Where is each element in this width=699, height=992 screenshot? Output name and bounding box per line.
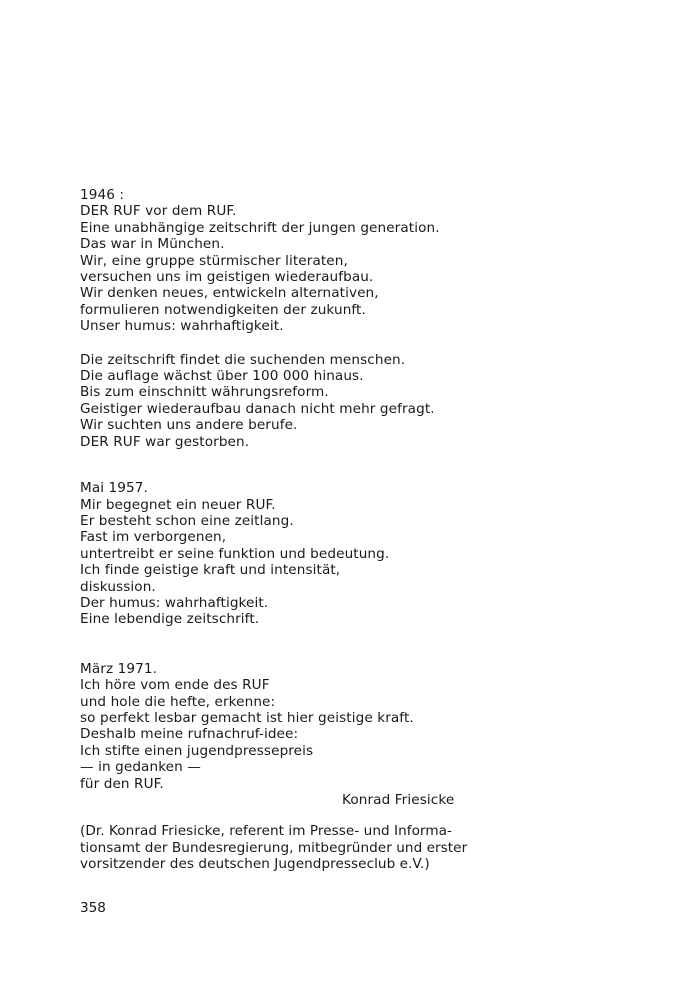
text-line: März 1971.: [80, 660, 158, 677]
text-line: so perfekt lesbar gemacht ist hier geistige kraft.: [80, 709, 414, 726]
footnote-line: (Dr. Konrad Friesicke, referent im Presse- und Informa-: [80, 823, 452, 840]
stanza-zeitschrift: [80, 352, 640, 450]
stanza-spacer: [80, 335, 640, 352]
text-line: Ich höre vom ende des RUF: [80, 677, 270, 694]
section-spacer: [80, 808, 640, 823]
footnote-line: tionsamt der Bundesregierung, mitbegründer und erster: [80, 839, 468, 856]
text-line: Ich finde geistige kraft und intensität,: [80, 562, 341, 579]
text-line: DER RUF vor dem RUF.: [80, 203, 237, 220]
stanza-spacer: [80, 628, 640, 661]
text-line: versuchen uns im geistigen wiederaufbau.: [80, 269, 374, 286]
text-line: Mir begegnet ein neuer RUF.: [80, 496, 276, 513]
text-line: 1946 :: [80, 187, 125, 203]
text-line: Ich stifte einen jugendpressepreis: [80, 742, 314, 759]
text-line: Wir denken neues, entwickeln alternativen,: [80, 285, 379, 302]
text-line: Deshalb meine rufnachruf-idee:: [80, 726, 299, 743]
text-line: untertreibt er seine funktion und bedeutung.: [80, 545, 390, 562]
text-line: Mai 1957.: [80, 480, 148, 497]
text-line: Die zeitschrift findet die suchenden menschen.: [80, 351, 406, 368]
footnote-line: vorsitzender des deutschen Jugendpresseclub e.V.): [80, 856, 430, 873]
author-footnote: [80, 823, 640, 872]
text-line: Wir, eine gruppe stürmischer literaten,: [80, 252, 348, 269]
text-line: — in gedanken —: [80, 759, 201, 776]
stanza-1946: [80, 187, 640, 335]
text-line: diskussion.: [80, 578, 156, 595]
text-line: Wir suchten uns andere berufe.: [80, 417, 298, 434]
text-line: Die auflage wächst über 100 000 hinaus.: [80, 368, 364, 385]
stanza-spacer: [80, 450, 640, 480]
author-signature: Konrad Friesicke: [342, 792, 455, 808]
text-line: Das war in München.: [80, 236, 225, 253]
text-line: Bis zum einschnitt währungsreform.: [80, 384, 329, 401]
text-line: DER RUF war gestorben.: [80, 433, 250, 450]
text-line: Er besteht schon eine zeitlang.: [80, 512, 294, 529]
text-line: und hole die hefte, erkenne:: [80, 693, 276, 710]
text-line: für den RUF.: [80, 775, 164, 792]
page-number: 358: [80, 900, 106, 916]
text-line: Der humus: wahrhaftigkeit.: [80, 594, 269, 611]
text-line: Unser humus: wahrhaftigkeit.: [80, 318, 284, 335]
document-body: [80, 187, 640, 873]
text-line: Geistiger wiederaufbau danach nicht mehr gefragt.: [80, 400, 435, 417]
text-line: formulieren notwendigkeiten der zukunft.: [80, 301, 366, 318]
text-line: Eine unabhängige zeitschrift der jungen generation.: [80, 219, 440, 236]
text-line: Fast im verborgenen,: [80, 529, 227, 546]
stanza-1957: [80, 480, 640, 628]
text-line: Eine lebendige zeitschrift.: [80, 611, 260, 628]
stanza-1971: [80, 661, 640, 792]
